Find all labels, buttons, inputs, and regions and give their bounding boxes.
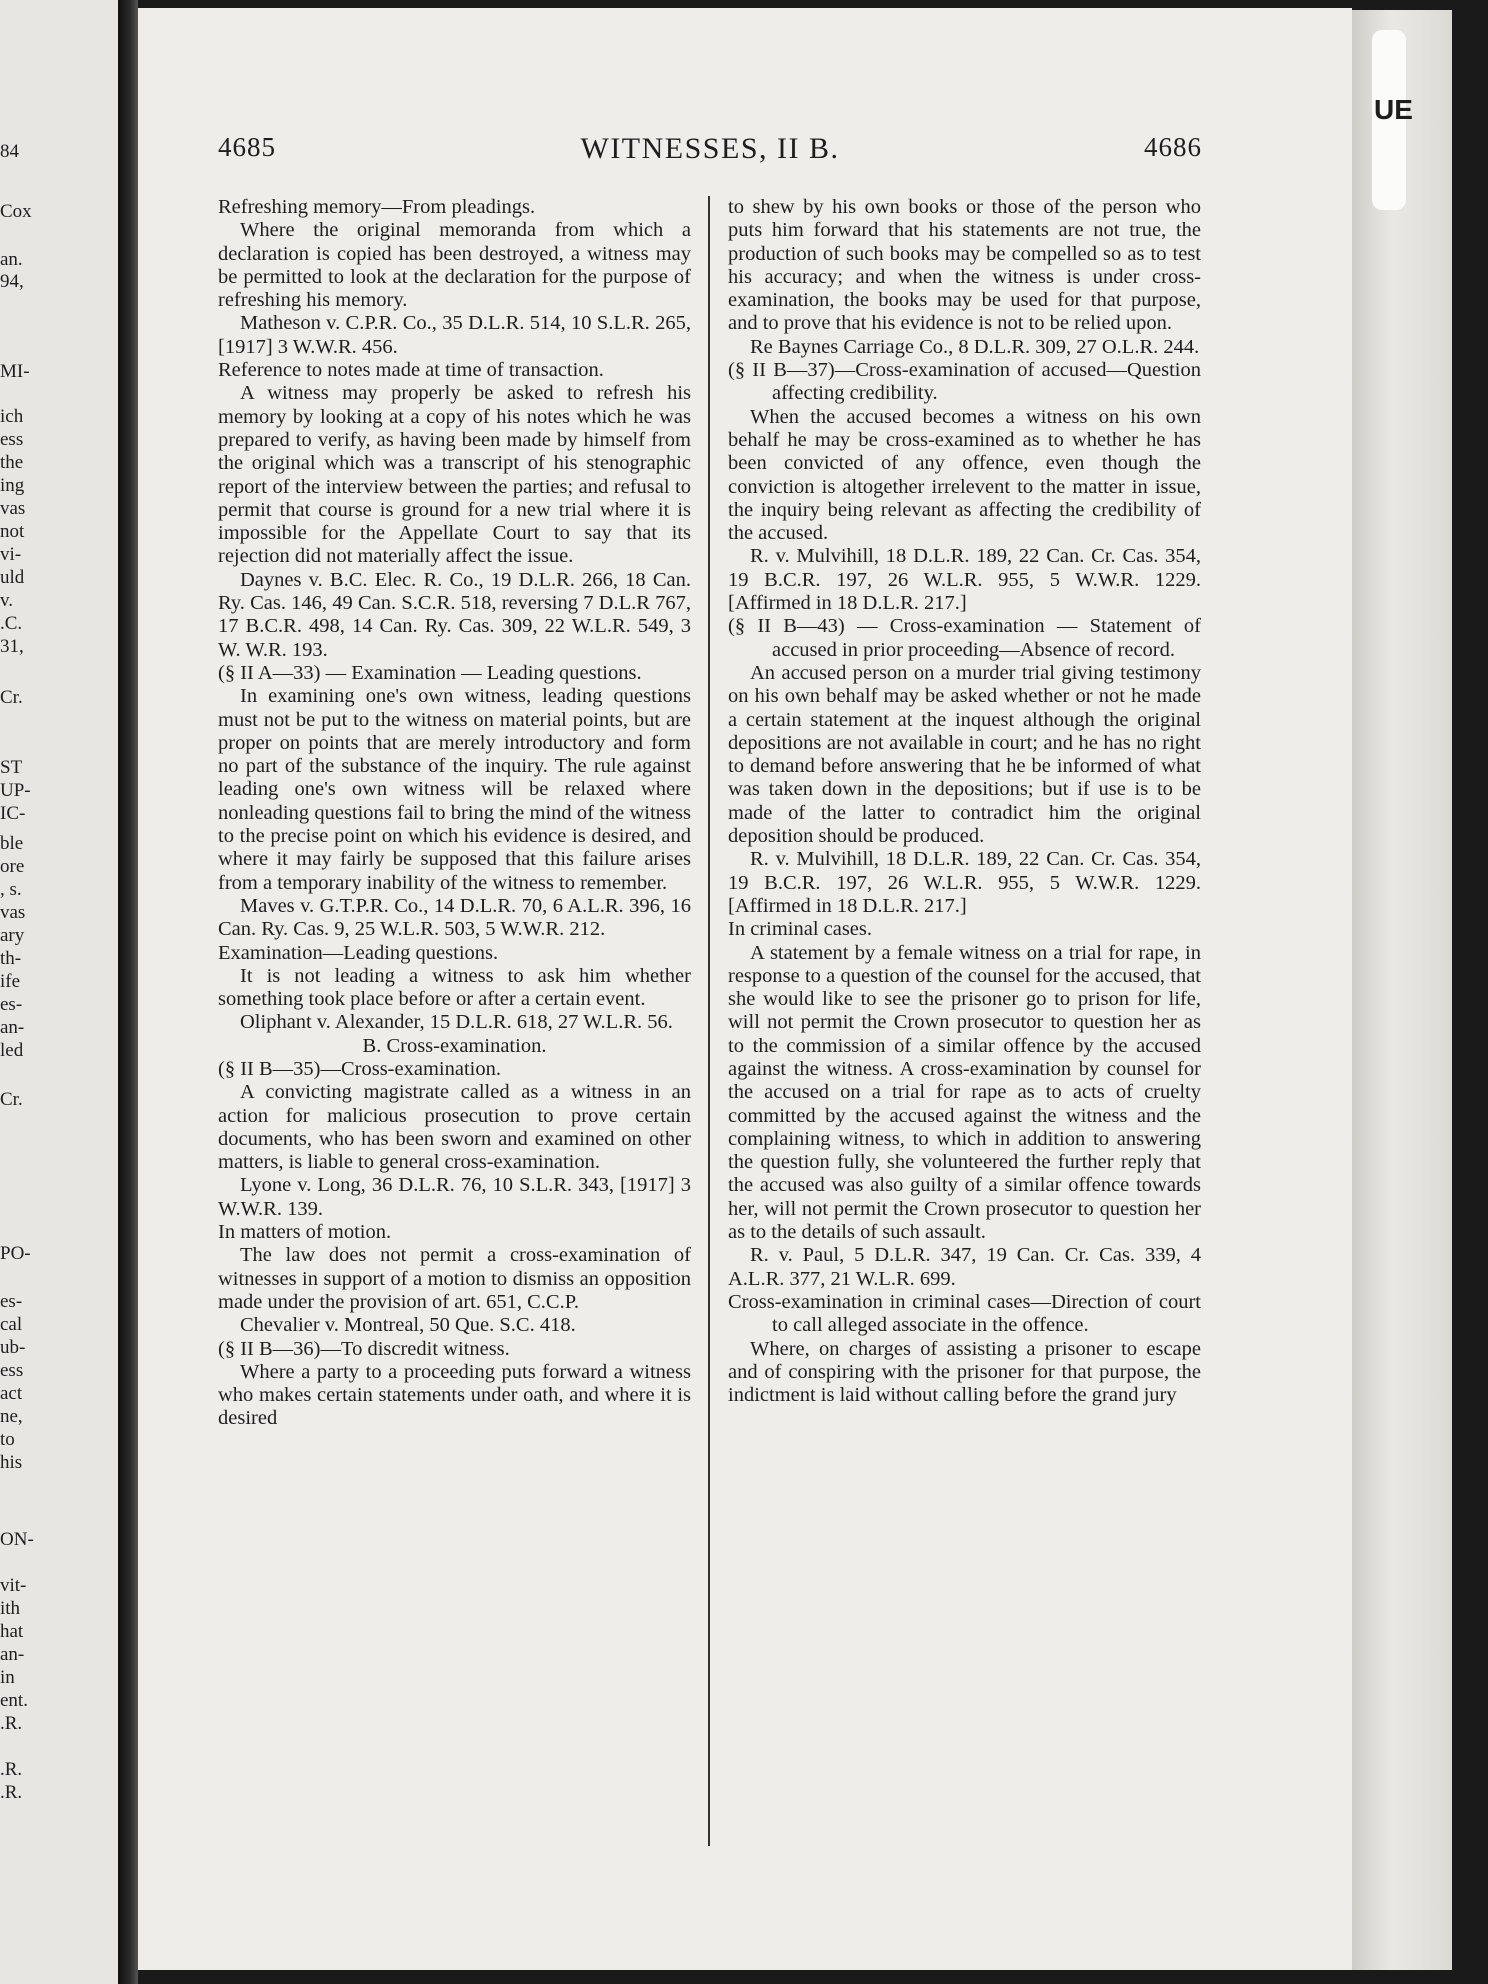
section-heading: Examination—Leading questions. — [218, 941, 499, 964]
margin-fragment: UP- — [0, 780, 31, 801]
margin-fragment: vas — [0, 498, 26, 519]
section-heading: Refreshing memory—From pleadings. — [218, 196, 536, 218]
case-citation: Matheson v. C.P.R. Co., 35 D.L.R. 514, 10 S.L.R. 265, [1917] 3 W.W.R. 456. — [218, 312, 691, 358]
margin-fragment: uld — [0, 567, 25, 588]
margin-fragment: not — [0, 521, 25, 542]
body-paragraph: An accused person on a murder trial giving testimony on his own behalf may be asked whether or not he made a certain statement at the inquest although the original depositions are not available in court; and he has no right to demand before answering that he be informed of what was taken down in the depositions; but if use is to be made of the latter to contradict him the original deposition should be produced. — [728, 661, 1201, 848]
body-paragraph: The law does not permit a cross-examination of witnesses in support of a motion to dismiss an opposition made under the provision of art. 651, C.C.P. — [218, 1244, 691, 1313]
margin-fragment: ess — [0, 1360, 24, 1381]
margin-fragment: an- — [0, 1017, 25, 1038]
case-citation: Oliphant v. Alexander, 15 D.L.R. 618, 27 W.L.R. 56. — [240, 1011, 673, 1034]
section-heading: In matters of motion. — [218, 1221, 392, 1244]
body-paragraph: A convicting magistrate called as a witness in an action for malicious prosecution to prove certain documents, who has been sworn and examined on other matters, is liable to general cross-examination. — [218, 1081, 691, 1174]
case-citation: Maves v. G.T.P.R. Co., 14 D.L.R. 70, 6 A.L.R. 396, 16 Can. Ry. Cas. 9, 25 W.L.R. 503, 5 W.W.R. 212. — [218, 894, 691, 941]
section-heading: (§ II B—43) — Cross-examination — Statement of accused in prior proceeding—Absence of record. — [728, 615, 1201, 661]
margin-fragment: ore — [0, 856, 25, 877]
margin-fragment: .C. — [0, 613, 23, 634]
margin-fragment: , s. — [0, 879, 22, 900]
margin-fragment: ing — [0, 475, 25, 496]
section-heading: Cross-examination in criminal cases—Direction of court to call alleged associate in the offence. — [728, 1290, 1201, 1337]
margin-fragment: es- — [0, 994, 23, 1015]
section-heading: Reference to notes made at time of transaction. — [218, 359, 604, 382]
left-column — [218, 196, 691, 1431]
thumb-index-label: UE — [1374, 94, 1413, 125]
column-rule — [708, 196, 710, 1846]
page-edge — [1352, 10, 1452, 1970]
margin-fragment: cal — [0, 1314, 23, 1335]
thumb-index-tab — [1372, 30, 1413, 210]
margin-fragment: .R. — [0, 1713, 23, 1734]
body-paragraph: When the accused becomes a witness on his own behalf he may be cross-examined as to whether he has been convicted of any offence, even though the conviction is altogether irrelevent to the matter in issue, the inquiry being relevant as affecting the credibility of the accused. — [728, 405, 1201, 545]
margin-fragment: the — [0, 452, 24, 473]
adjacent-page-sliver — [0, 0, 120, 1984]
section-heading: In criminal cases. — [728, 918, 873, 941]
margin-fragment: ich — [0, 406, 24, 427]
margin-fragment: Cr. — [0, 1089, 23, 1110]
margin-fragment: vi- — [0, 544, 22, 565]
body-paragraph: Where the original memoranda from which a declaration is copied has been destroyed, a witness may be permitted to look at the declaration for the purpose of refreshing his memory. — [218, 219, 691, 312]
section-heading: (§ II B—35)—Cross-examination. — [218, 1057, 501, 1080]
margin-fragment: th- — [0, 948, 22, 969]
margin-fragment: ary — [0, 925, 25, 946]
margin-fragment: act — [0, 1383, 23, 1404]
margin-fragment: to — [0, 1429, 15, 1450]
margin-fragment: 84 — [0, 141, 19, 162]
margin-fragment: ife — [0, 971, 21, 992]
margin-fragment: led — [0, 1040, 24, 1061]
section-heading: (§ II B—37)—Cross-examination of accused—Question affecting credibility. — [728, 359, 1201, 405]
section-heading: (§ II B—36)—To discredit witness. — [218, 1337, 510, 1360]
body-paragraph: Where a party to a proceeding puts forward a witness who makes certain statements under oath, and where it is desired — [218, 1360, 691, 1430]
right-column — [728, 196, 1201, 1407]
margin-fragment: ub- — [0, 1337, 26, 1358]
case-citation: Daynes v. B.C. Elec. R. Co., 19 D.L.R. 266, 18 Can. Ry. Cas. 146, 49 Can. S.C.R. 518, reversing 7 D.L.R 767, 17 B.C.R. 498, 14 Can. Ry. Cas. 309, 22 W.L.R. 549, 3 W. W.R. 193. — [218, 568, 691, 661]
running-title: WITNESSES, II B. — [580, 132, 840, 165]
margin-fragment: an. — [0, 249, 23, 270]
section-heading: to shew by his own books or those of the person who puts him forward that his statements are not true, the production of such books may be compelled so as to test his accuracy; and when the witness is under cross-examination, the books may be used for that purpose, and to prove that his evidence is not to be relied upon. — [728, 196, 1201, 335]
margin-fragment: vit- — [0, 1575, 27, 1596]
margin-fragment: 31, — [0, 636, 24, 657]
page-number-left: 4685 — [218, 132, 276, 162]
margin-fragment: v. — [0, 590, 14, 611]
margin-fragment: vas — [0, 902, 26, 923]
section-heading: B. Cross-examination. — [362, 1034, 547, 1057]
margin-fragment: 94, — [0, 271, 24, 292]
margin-fragment: ent. — [0, 1690, 28, 1711]
body-paragraph: Where, on charges of assisting a prisoner to escape and of conspiring with the prisoner for that purpose, the indictment is laid without calling before the grand jury — [728, 1337, 1201, 1407]
margin-fragment: ON- — [0, 1529, 34, 1550]
body-paragraph: A witness may properly be asked to refresh his memory by looking at a copy of his notes which he was prepared to verify, as having been made by himself from the original which was a transcript of his stenographic report of the interview between the parties; and refusal to permit that course is ground for a new trial where it is impossible for the Appellate Court to say that its rejection did not materially affect the issue. — [218, 382, 691, 568]
page-number-right: 4686 — [1144, 132, 1202, 162]
margin-fragment: ST — [0, 757, 23, 778]
margin-fragment: IC- — [0, 803, 26, 824]
margin-fragment: an- — [0, 1644, 25, 1665]
margin-fragment: PO- — [0, 1243, 31, 1264]
margin-fragment: ne, — [0, 1406, 23, 1427]
margin-fragment: ith — [0, 1598, 21, 1619]
case-citation: Lyone v. Long, 36 D.L.R. 76, 10 S.L.R. 343, [1917] 3 W.W.R. 139. — [218, 1174, 691, 1220]
case-citation: Chevalier v. Montreal, 50 Que. S.C. 418. — [240, 1314, 576, 1337]
margin-fragment: in — [0, 1667, 15, 1688]
body-paragraph: It is not leading a witness to ask him whether something took place before or after a certain event. — [218, 964, 691, 1011]
margin-fragment: MI- — [0, 361, 30, 382]
margin-fragment: his — [0, 1452, 23, 1473]
case-citation: R. v. Mulvihill, 18 D.L.R. 189, 22 Can. Cr. Cas. 354, 19 B.C.R. 197, 26 W.L.R. 955, 5 W.W.R. 1229. [Affirmed in 18 D.L.R. 217.] — [728, 848, 1201, 917]
section-heading: (§ II A—33) — Examination — Leading questions. — [218, 661, 642, 684]
margin-fragment: hat — [0, 1621, 24, 1642]
book-gutter — [118, 0, 138, 1984]
margin-fragment: Cr. — [0, 687, 23, 708]
margin-fragment: Cox — [0, 201, 32, 222]
margin-fragment: ble — [0, 833, 24, 854]
body-paragraph: In examining one's own witness, leading questions must not be put to the witness on material points, but are proper on points that are merely introductory and form no part of the substance of the inquiry. The rule against leading one's own witness will be relaxed where nonleading questions fail to bring the mind of the witness to the precise point on which his evidence is desired, and where it may fairly be supposed that this failure arises from a temporary inability of the witness to remember. — [218, 685, 691, 894]
margin-fragment: es- — [0, 1291, 23, 1312]
running-header — [218, 132, 1202, 172]
margin-fragment: .R. — [0, 1759, 23, 1780]
case-citation: R. v. Mulvihill, 18 D.L.R. 189, 22 Can. Cr. Cas. 354, 19 B.C.R. 197, 26 W.L.R. 955, 5 W.W.R. 1229. [Affirmed in 18 D.L.R. 217.] — [728, 545, 1201, 615]
margin-fragment: ess — [0, 429, 24, 450]
body-paragraph: A statement by a female witness on a trial for rape, in response to a question of the counsel for the accused, that she would like to see the prisoner go to prison for life, will not permit the Crown prosecutor to question her as to the commission of a similar offence by the accused against the witness. A cross-examination by counsel for the accused on a trial for rape as to acts of cruelty committed by the accused against the witness and the complaining witness, to which in addition to answering the question fully, she volunteered the further reply that the accused was also guilty of a similar offence towards her, will not permit the Crown prosecutor to question her as to the details of such assault. — [728, 941, 1201, 1244]
case-citation: R. v. Paul, 5 D.L.R. 347, 19 Can. Cr. Cas. 339, 4 A.L.R. 377, 21 W.L.R. 699. — [728, 1244, 1201, 1290]
margin-fragment: .R. — [0, 1782, 23, 1803]
case-citation: Re Baynes Carriage Co., 8 D.L.R. 309, 27 O.L.R. 244. — [750, 335, 1200, 358]
